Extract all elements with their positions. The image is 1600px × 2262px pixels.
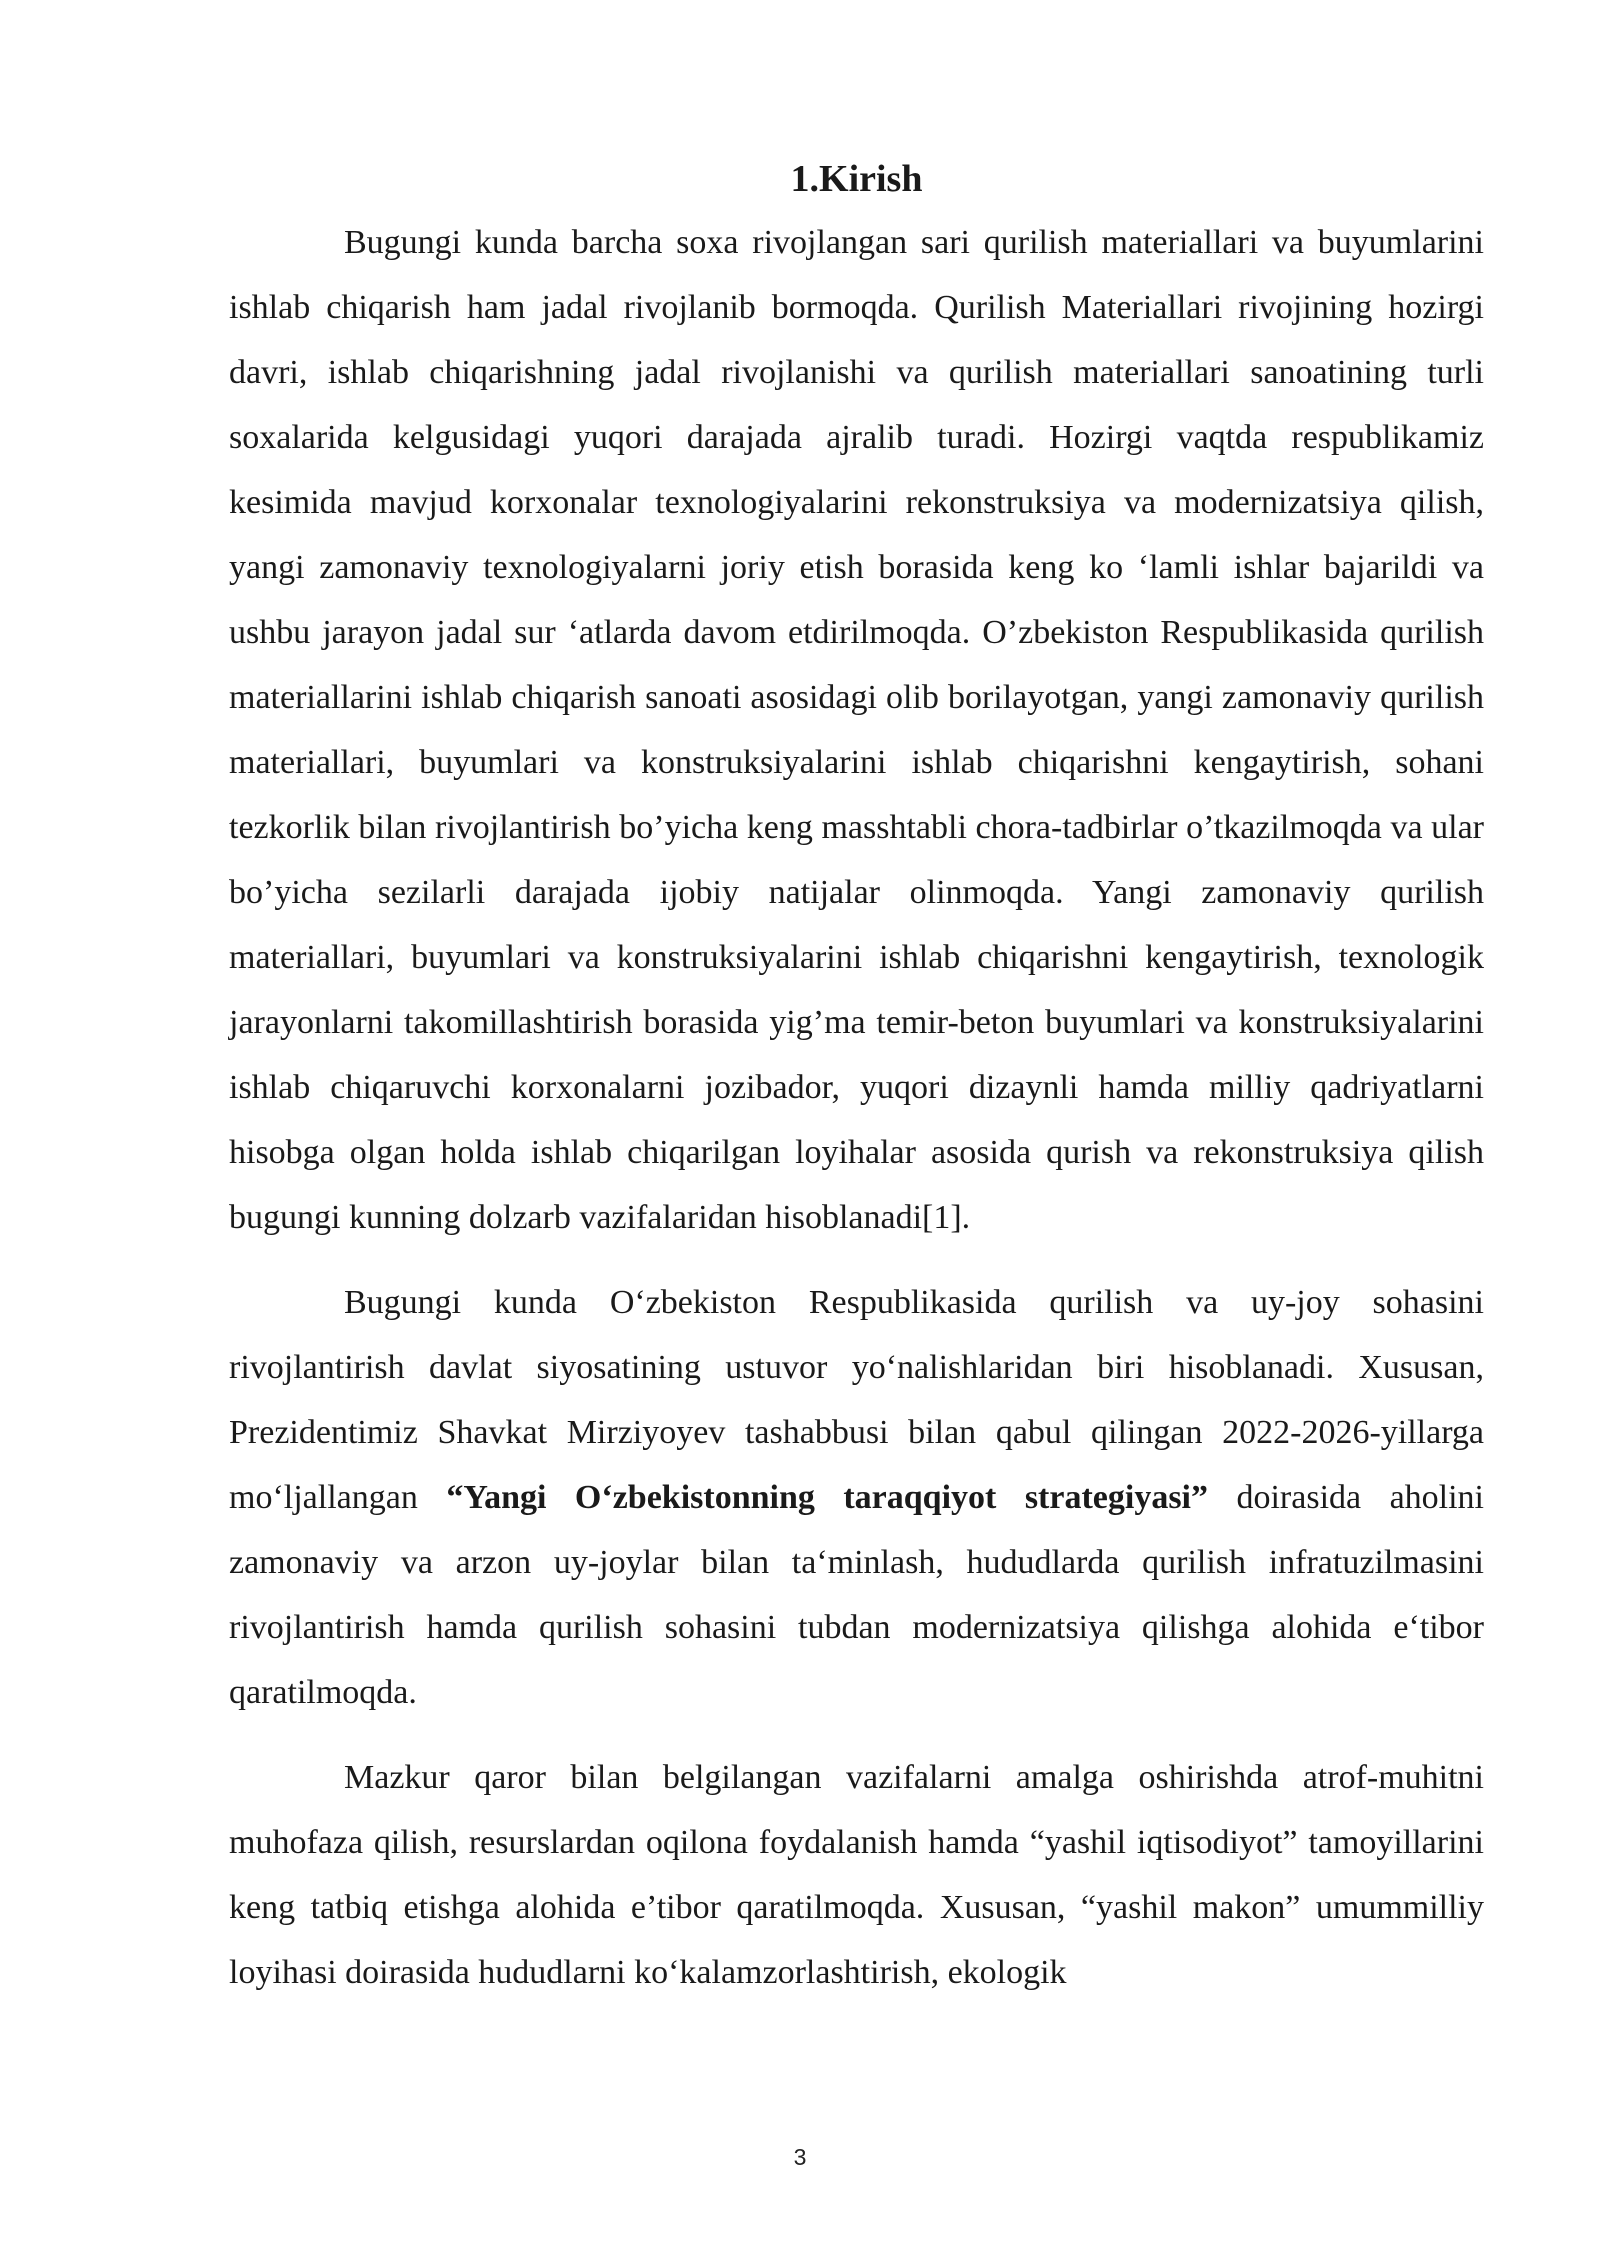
section-title: 1.Kirish	[790, 158, 923, 200]
page-content	[229, 150, 1484, 2005]
paragraph-2-text-before: Bugungi kunda O‘zbekiston Respublikasida qurilish va uy-joy sohasini rivojlantirish davlat siyosatining ustuvor yo‘nalishlaridan biri hisoblanadi. Xususan, Prezidentimiz Shavkat Mirziyoyev tashabbusi bilan qabul qilingan 2022-2026-yillarga mo‘ljallangan	[229, 1284, 1484, 1516]
strategy-title-bold: “Yangi O‘zbekistonning taraqqiyot strategiyasi”	[446, 1479, 1208, 1516]
paragraph-1: Bugungi kunda barcha soxa rivojlangan sari qurilish materiallari va buyumlarini ishlab chiqarish ham jadal rivojlanib bormoqda. Qurilish Materiallari rivojining hozirgi davri, ishlab chiqarishning jadal rivojlanishi va qurilish materiallari sanoatining turli soxalarida kelgusidagi yuqori darajada ajralib turadi. Hozirgi vaqtda respublikamiz kesimida mavjud korxonalar texnologiyalarini rekonstruksiya va modernizatsiya qilish, yangi zamonaviy texnologiyalarni joriy etish borasida keng ko ‘lamli ishlar bajarildi va ushbu jarayon jadal sur ‘atlarda davom etdirilmoqda. O’zbekiston Respublikasida qurilish materiallarini ishlab chiqarish sanoati asosidagi olib borilayotgan, yangi zamonaviy qurilish materiallari, buyumlari va konstruksiyalarini ishlab chiqarishni kengaytirish, sohani tezkorlik bilan rivojlantirish bo’yicha keng masshtabli chora-tadbirlar o’tkazilmoqda va ular bo’yicha sezilarli darajada ijobiy natijalar olinmoqda. Yangi zamonaviy qurilish materiallari, buyumlari va konstruksiyalarini ishlab chiqarishni kengaytirish, texnologik jarayonlarni takomillashtirish borasida yig’ma temir-beton buyumlari va konstruksiyalarini ishlab chiqaruvchi korxonalarni jozibador, yuqori dizaynli hamda milliy qadriyatlarni hisobga olgan holda ishlab chiqarilgan loyihalar asosida qurish va rekonstruksiya qilish bugungi kunning dolzarb vazifalaridan hisoblanadi[1].	[229, 224, 1484, 1236]
paragraph-2	[229, 1270, 1484, 1725]
page-number: 3	[793, 2144, 807, 2170]
paragraph-2-text-after: doirasida aholini zamonaviy va arzon uy-joylar bilan ta‘minlash, hududlarda qurilish infratuzilmasini rivojlantirish hamda qurilish sohasini tubdan modernizatsiya qilishga alohida e‘tibor qaratilmoqda.	[229, 1479, 1485, 1711]
paragraph-3: Mazkur qaror bilan belgilangan vazifalarni amalga oshirishda atrof-muhitni muhofaza qilish, resurslardan oqilona foydalanish hamda “yashil iqtisodiyot” tamoyillarini keng tatbiq etishga alohida e’tibor qaratilmoqda. Xususan, “yashil makon” umummilliy loyihasi doirasida hududlarni ko‘kalamzorlashtirish, ekologik	[229, 1759, 1484, 1991]
